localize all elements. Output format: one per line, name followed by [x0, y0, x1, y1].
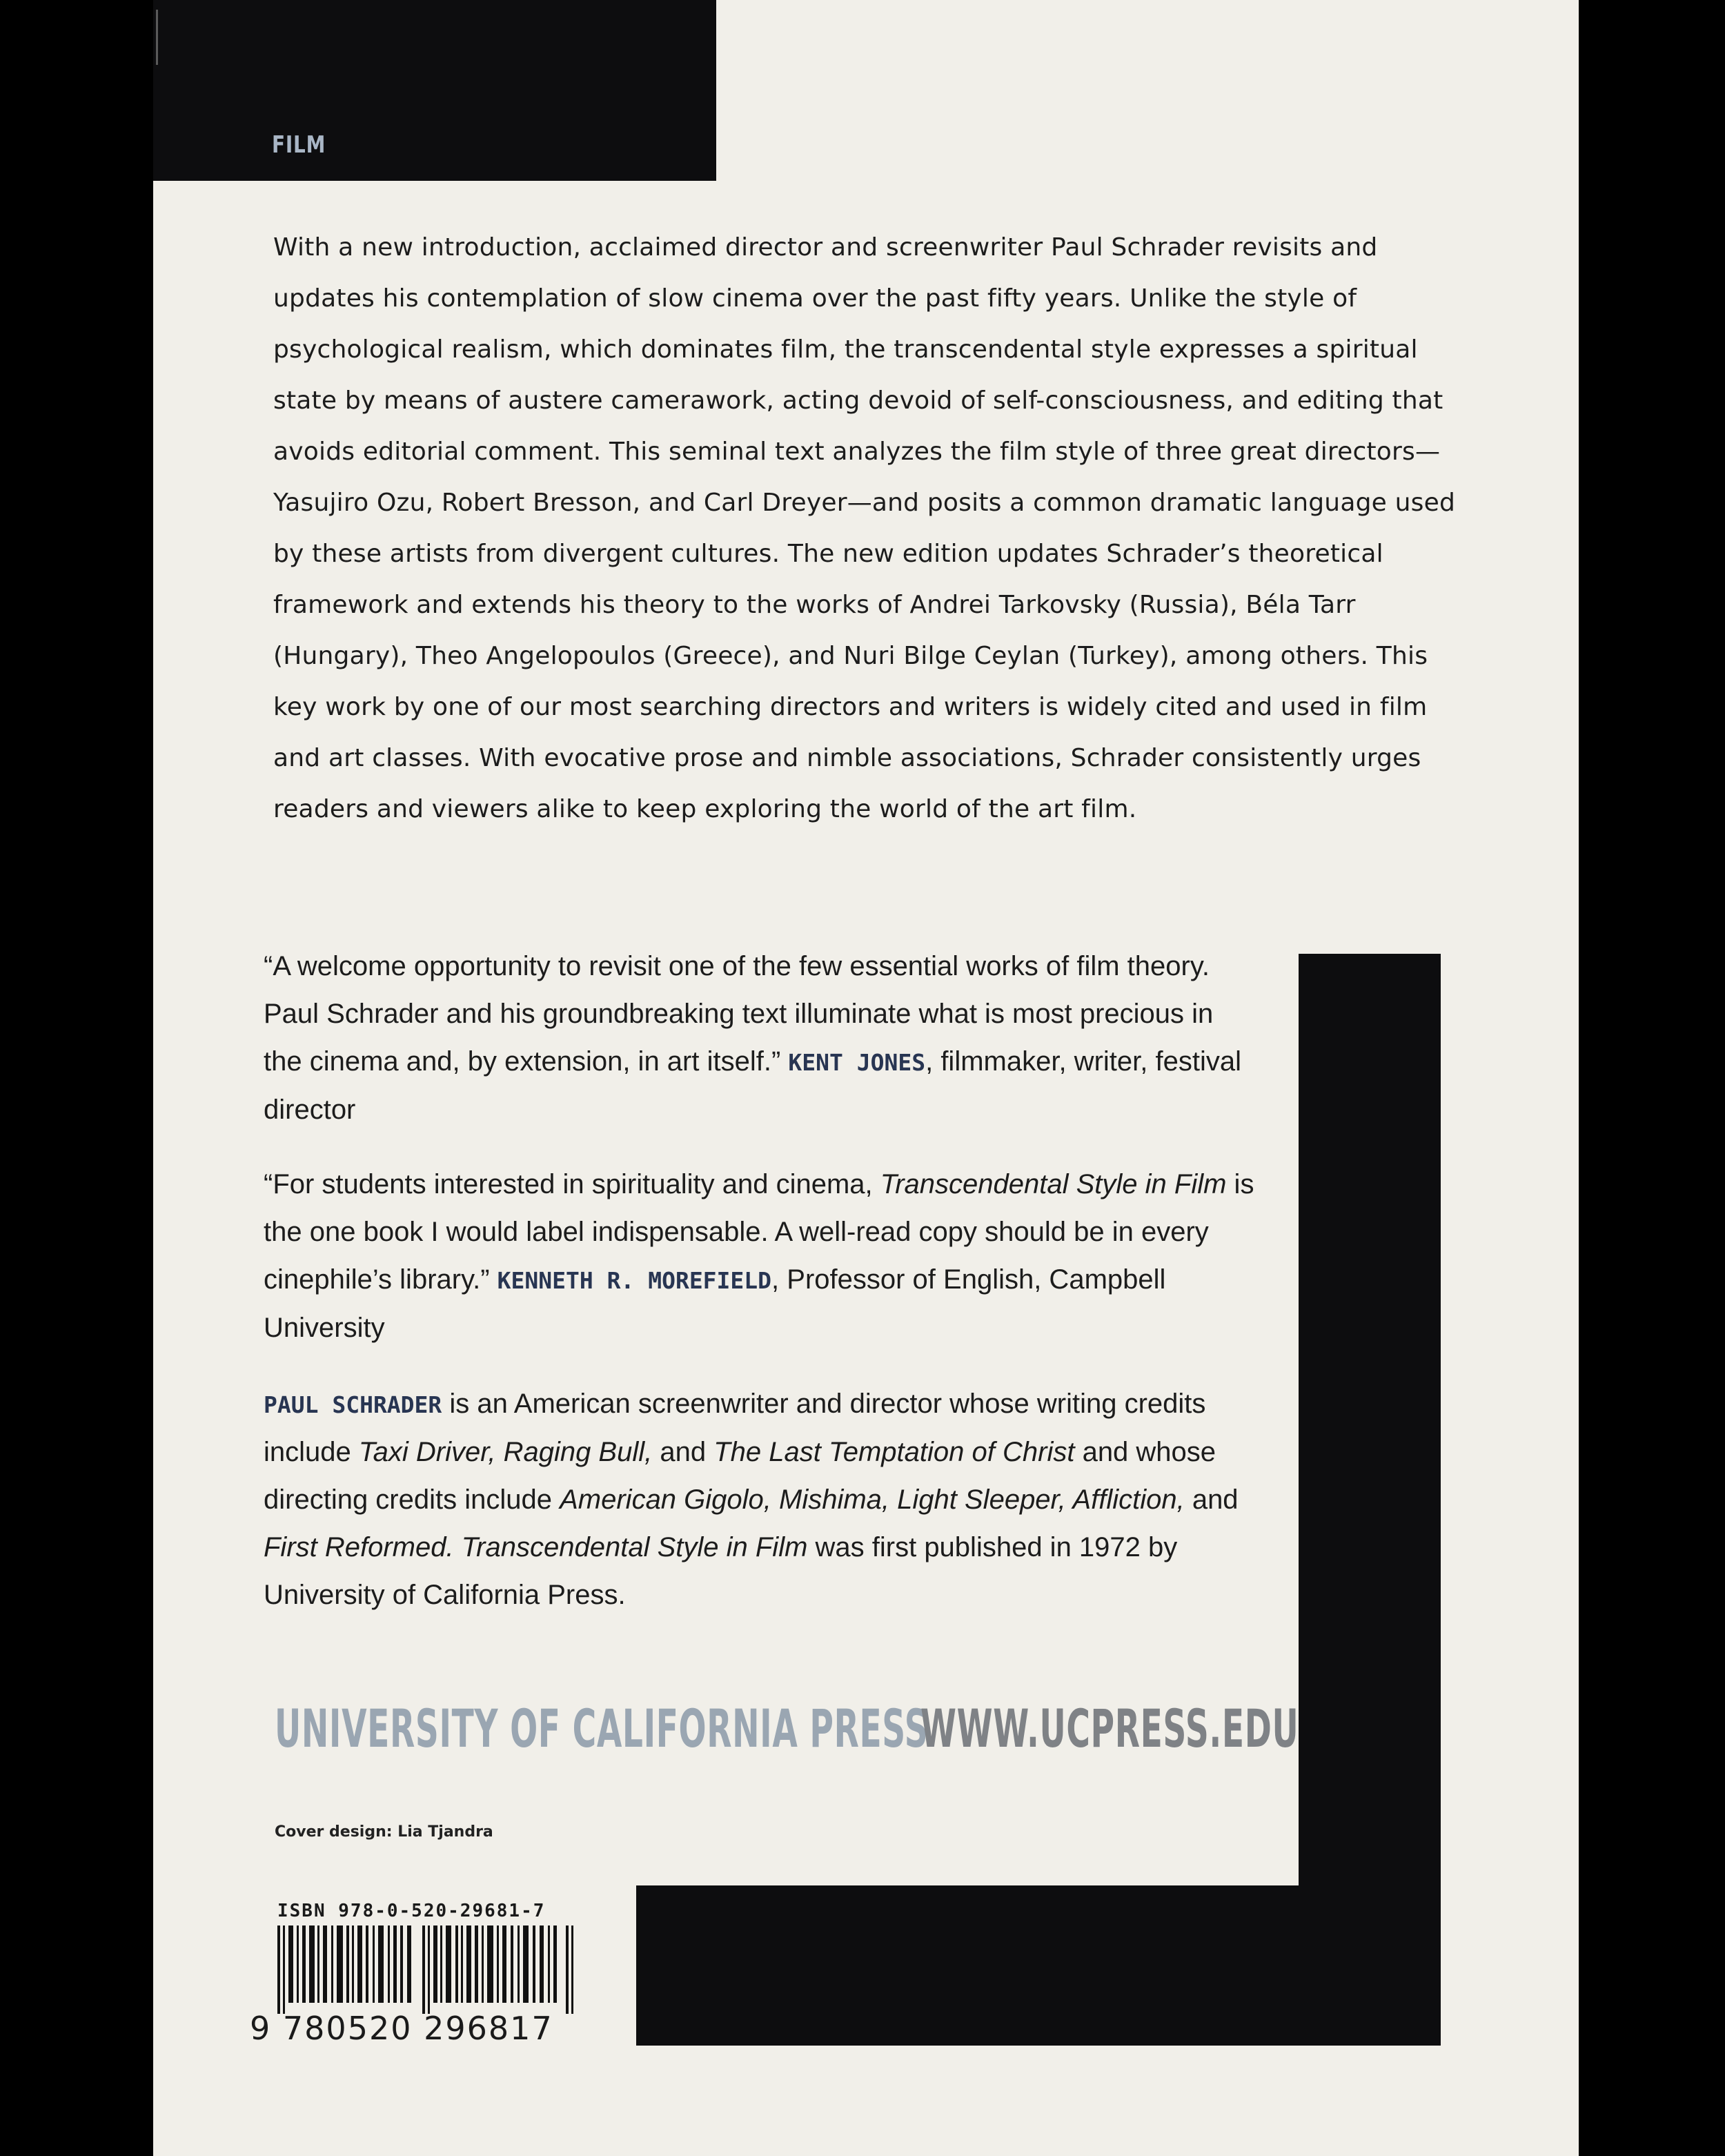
bio-text: and whose directing credits include	[264, 1437, 1216, 1515]
barcode-icon	[276, 1925, 577, 2014]
quote-text: is the one book I would label indispensable. A well-read copy should be in every cinephile’s library.”	[264, 1169, 1254, 1295]
quote-text: “A welcome opportunity to revisit one of the few essential works of film theory. Paul Schrader and his groundbreaking text illuminate what is most precious in the cinema and, by extension, in art itself.”	[264, 951, 1214, 1077]
bio-text: and	[652, 1437, 714, 1467]
bottom-black-block	[636, 1885, 1441, 2046]
category-label: FILM	[272, 131, 326, 159]
quote-author: KENT JONES	[788, 1049, 926, 1076]
right-black-block	[1299, 954, 1441, 2046]
review-quote-1	[264, 943, 1257, 1134]
bio-film: Taxi Driver, Raging Bull,	[358, 1437, 653, 1467]
book-description: With a new introduction, acclaimed director and screenwriter Paul Schrader revisits and updates his contemplation of slow cinema over the past fifty years. Unlike the style of psychological realism, which dominates film, the transcendental style expresses a spiritual state by means of austere camerawork, acting devoid of self-consciousness, and editing that avoids editorial comment. This seminal text analyzes the film style of three great directors—Yasujiro Ozu, Robert Bresson, and Carl Dreyer—and posits a common dramatic language used by these artists from divergent cultures. The new edition updates Schrader’s theoretical framework and extends his theory to the works of Andrei Tarkovsky (Russia), Béla Tarr (Hungary), Theo Angelopoulos (Greece), and Nuri Bilge Ceylan (Turkey), among others. This key work by one of our most searching directors and writers is widely cited and used in film and art classes. With evocative prose and nimble associations, Schrader consistently urges readers and viewers alike to keep exploring the world of the art film.	[273, 233, 1455, 823]
quote-affiliation: , filmmaker, writer, festival director	[264, 1046, 1241, 1125]
bio-film: First Reformed. Transcendental Style in Film	[264, 1532, 808, 1562]
isbn-label: ISBN 978-0-520-29681-7	[277, 1901, 546, 1921]
quote-affiliation: , Professor of English, Campbell University	[264, 1264, 1166, 1343]
book-back-cover	[153, 0, 1579, 2156]
top-black-block	[153, 0, 716, 181]
bio-text: was first published in 1972 by University of California Press.	[264, 1532, 1178, 1610]
bio-text: and	[1184, 1484, 1239, 1515]
quote-book-title: Transcendental Style in Film	[880, 1169, 1227, 1199]
bio-film: The Last Temptation of Christ	[713, 1437, 1075, 1467]
edge-line	[156, 10, 158, 65]
bio-text: is an American screenwriter and director whose writing credits include	[264, 1389, 1206, 1467]
author-bio	[264, 1380, 1257, 1619]
review-quote-2	[264, 1161, 1257, 1352]
publisher-name: UNIVERSITY OF CALIFORNIA PRESS	[275, 1698, 929, 1759]
quote-author: KENNETH R. MOREFIELD	[497, 1267, 772, 1294]
cover-design-credit: Cover design: Lia Tjandra	[275, 1823, 493, 1841]
barcode-digits: 9 780520 296817	[250, 2010, 553, 2047]
quote-text: “For students interested in spirituality and cinema,	[264, 1169, 880, 1199]
author-name: PAUL SCHRADER	[264, 1391, 442, 1418]
publisher-website: WWW.UCPRESS.EDU	[920, 1698, 1299, 1759]
bio-film: American Gigolo, Mishima, Light Sleeper, Affliction,	[560, 1484, 1185, 1515]
